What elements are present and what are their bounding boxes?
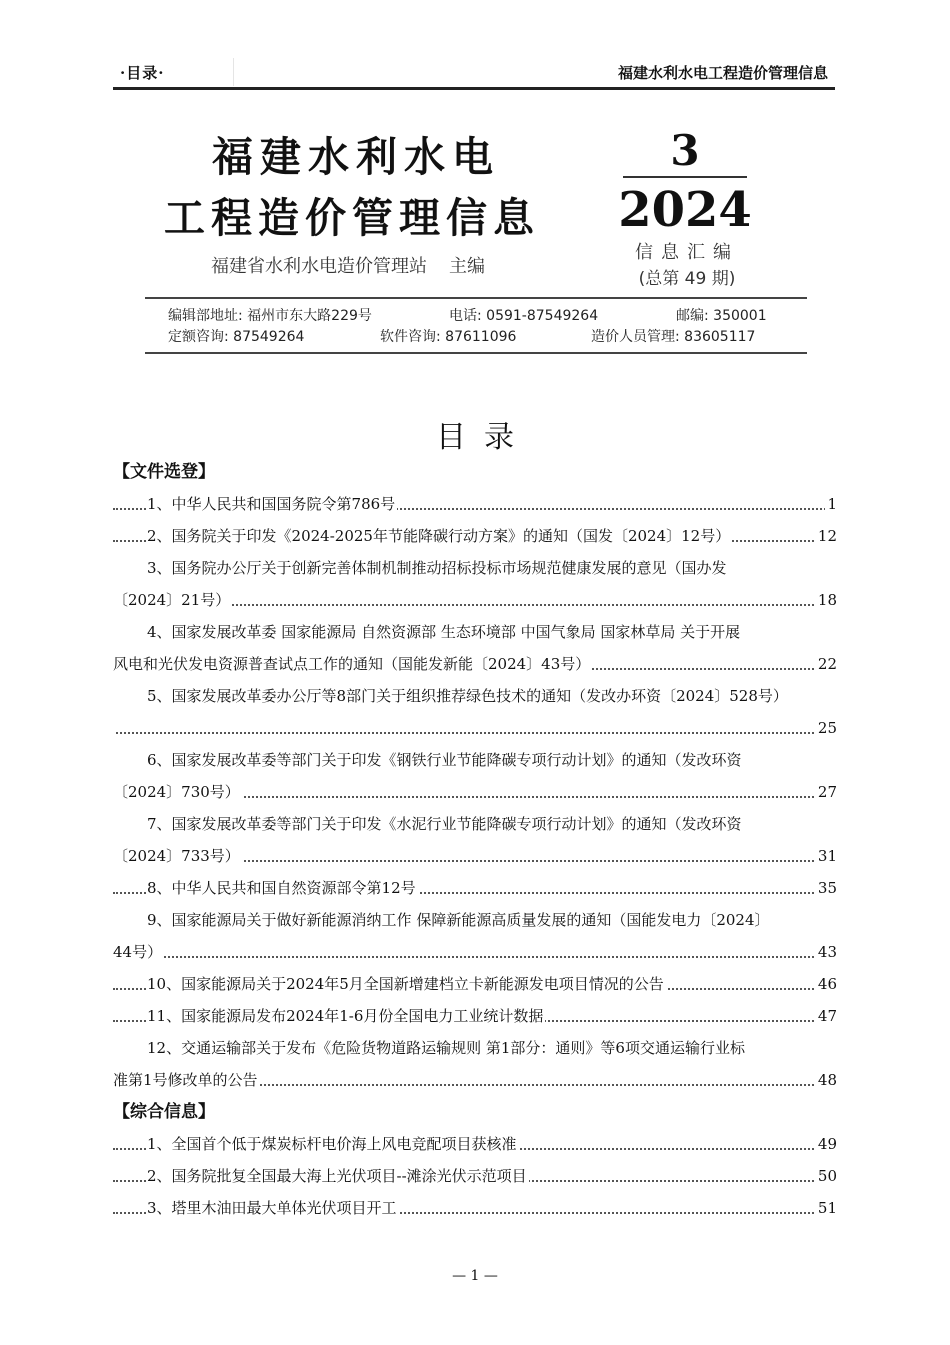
toc-entry-line (113, 904, 837, 936)
toc-entry-title: 44号） (113, 943, 163, 961)
header-separator (233, 58, 234, 86)
toc-entry[interactable] (113, 1000, 837, 1032)
running-header-title: 福建水利水电工程造价管理信息 (617, 64, 828, 82)
toc-entry-line (113, 872, 837, 904)
toc-page-number: 1 (825, 488, 837, 520)
masthead-title-line2: 工程造价管理信息 (164, 194, 540, 242)
header-rule (113, 87, 835, 90)
toc-entry-title: 〔2024〕733号） (113, 847, 240, 865)
toc-entry-line (113, 584, 837, 616)
toc-entry-title (113, 719, 115, 737)
issue-year: 2024 (618, 182, 752, 238)
toc-entry-line (113, 1000, 837, 1032)
toc-entry-line (113, 840, 837, 872)
running-header-section: ·目录· (120, 64, 165, 82)
toc-entry[interactable] (113, 808, 837, 872)
toc-entry-title: 准第1号修改单的公告 (113, 1071, 258, 1089)
toc-entry-title: 风电和光伏发电资源普查试点工作的通知（国能发新能〔2024〕43号） (113, 655, 591, 673)
toc-entry-line (113, 616, 837, 648)
toc-page-number: 35 (816, 872, 837, 904)
toc-entry-line (113, 488, 837, 520)
toc-entry-line (113, 552, 837, 584)
toc-entry[interactable] (113, 552, 837, 616)
toc-entry-title: 1、中华人民共和国国务院令第786号 (147, 495, 396, 513)
toc-entry[interactable] (113, 616, 837, 680)
toc-section-heading: 【文件选登】 (113, 462, 215, 482)
toc-entry[interactable] (113, 680, 837, 744)
contact-phone: 电话: 0591-87549264 (449, 308, 599, 324)
table-of-contents (113, 456, 837, 1224)
toc-entry-line (113, 1192, 837, 1224)
toc-entry-title: 3、国务院办公厅关于创新完善体制机制推动招标投标市场规范健康发展的意见（国办发 (147, 559, 727, 577)
toc-entry-line (113, 968, 837, 1000)
toc-entry[interactable] (113, 488, 837, 520)
toc-entry-title: 10、国家能源局关于2024年5月全国新增建档立卡新能源发电项目情况的公告 (147, 975, 664, 993)
masthead-title-line1: 福建水利水电 (212, 133, 500, 181)
contact-address: 编辑部地址: 福州市东大路229号 (168, 308, 372, 324)
toc-entry[interactable] (113, 744, 837, 808)
toc-title: 目录 (436, 420, 532, 455)
issue-number: 3 (670, 126, 700, 175)
contact-cost-staff: 造价人员管理: 83605117 (591, 329, 756, 345)
toc-page-number: 47 (816, 1000, 837, 1032)
toc-page-number: 43 (816, 936, 837, 968)
toc-entry-title: 11、国家能源局发布2024年1-6月份全国电力工业统计数据 (147, 1007, 544, 1025)
editor-org: 福建省水利水电造价管理站 (211, 256, 427, 277)
toc-page-number: 46 (816, 968, 837, 1000)
issue-total: (总第 49 期) (638, 269, 736, 289)
toc-entry[interactable] (113, 1192, 837, 1224)
toc-entry-line (113, 808, 837, 840)
toc-entry[interactable] (113, 1160, 837, 1192)
toc-entry-line (113, 680, 837, 712)
toc-entry-title: 8、中华人民共和国自然资源部令第12号 (147, 879, 416, 897)
toc-entry-title: 12、交通运输部关于发布《危险货物道路运输规则 第1部分：通则》等6项交通运输行业标 (147, 1039, 745, 1057)
toc-entry-line (113, 936, 837, 968)
toc-page-number: 48 (816, 1064, 837, 1096)
issue-divider (623, 176, 747, 178)
toc-entry-line (113, 648, 837, 680)
toc-entry-line (113, 776, 837, 808)
toc-entry-title: 1、全国首个低于煤炭标杆电价海上风电竞配项目获核准 (147, 1135, 517, 1153)
toc-entry-title: 4、国家发展改革委 国家能源局 自然资源部 生态环境部 中国气象局 国家林草局 关于开展 (147, 623, 741, 641)
toc-page-number: 12 (816, 520, 837, 552)
toc-page-number: 18 (816, 584, 837, 616)
dot-leader (113, 732, 837, 734)
toc-entry[interactable] (113, 872, 837, 904)
toc-entry[interactable] (113, 1128, 837, 1160)
toc-entry-line (113, 1064, 837, 1096)
toc-page-number: 51 (816, 1192, 837, 1224)
toc-entry-title: 〔2024〕730号） (113, 783, 240, 801)
toc-entry[interactable] (113, 968, 837, 1000)
toc-entry-line (113, 1128, 837, 1160)
toc-entry[interactable] (113, 904, 837, 968)
toc-page-number: 27 (816, 776, 837, 808)
toc-entry-line (113, 1032, 837, 1064)
contact-software: 软件咨询: 87611096 (380, 329, 517, 345)
editor-role: 主编 (449, 256, 485, 277)
toc-page-number: 49 (816, 1128, 837, 1160)
toc-entry-title: 6、国家发展改革委等部门关于印发《钢铁行业节能降碳专项行动计划》的通知（发改环资 (147, 751, 742, 769)
toc-page-number: 31 (816, 840, 837, 872)
page-number: — 1 — (452, 1268, 498, 1284)
toc-entry-line (113, 1160, 837, 1192)
toc-entry-title: 7、国家发展改革委等部门关于印发《水泥行业节能降碳专项行动计划》的通知（发改环资 (147, 815, 742, 833)
toc-entry-line (113, 712, 837, 744)
masthead-editor (211, 252, 485, 278)
toc-page-number: 22 (816, 648, 837, 680)
contact-postcode: 邮编: 350001 (676, 308, 767, 324)
toc-entry-title: 5、国家发展改革委办公厅等8部门关于组织推荐绿色技术的通知（发改办环资〔2024〕528号） (147, 687, 788, 705)
toc-entry-title: 3、塔里木油田最大单体光伏项目开工 (147, 1199, 397, 1217)
toc-entry-title: 9、国家能源局关于做好新能源消纳工作 保障新能源高质量发展的通知（国能发电力〔2024〕 (147, 911, 770, 929)
toc-entry-line (113, 520, 837, 552)
toc-entry-title: 2、国务院关于印发《2024-2025年节能降碳行动方案》的通知（国发〔2024〕12号） (147, 527, 731, 545)
toc-page-number: 25 (816, 712, 837, 744)
toc-section-heading: 【综合信息】 (113, 1102, 215, 1122)
contact-quota: 定额咨询: 87549264 (168, 329, 305, 345)
toc-entry[interactable] (113, 1032, 837, 1096)
contact-rule-top (145, 297, 807, 299)
toc-page-number: 50 (816, 1160, 837, 1192)
issue-type: 信息汇编 (635, 242, 739, 263)
contact-rule-bottom (145, 352, 807, 354)
toc-entry-line (113, 744, 837, 776)
toc-entry-title: 〔2024〕21号） (113, 591, 231, 609)
dot-leader (113, 956, 837, 958)
toc-entry-title: 2、国务院批复全国最大海上光伏项目--滩涂光伏示范项目 (147, 1167, 527, 1185)
toc-entry[interactable] (113, 520, 837, 552)
